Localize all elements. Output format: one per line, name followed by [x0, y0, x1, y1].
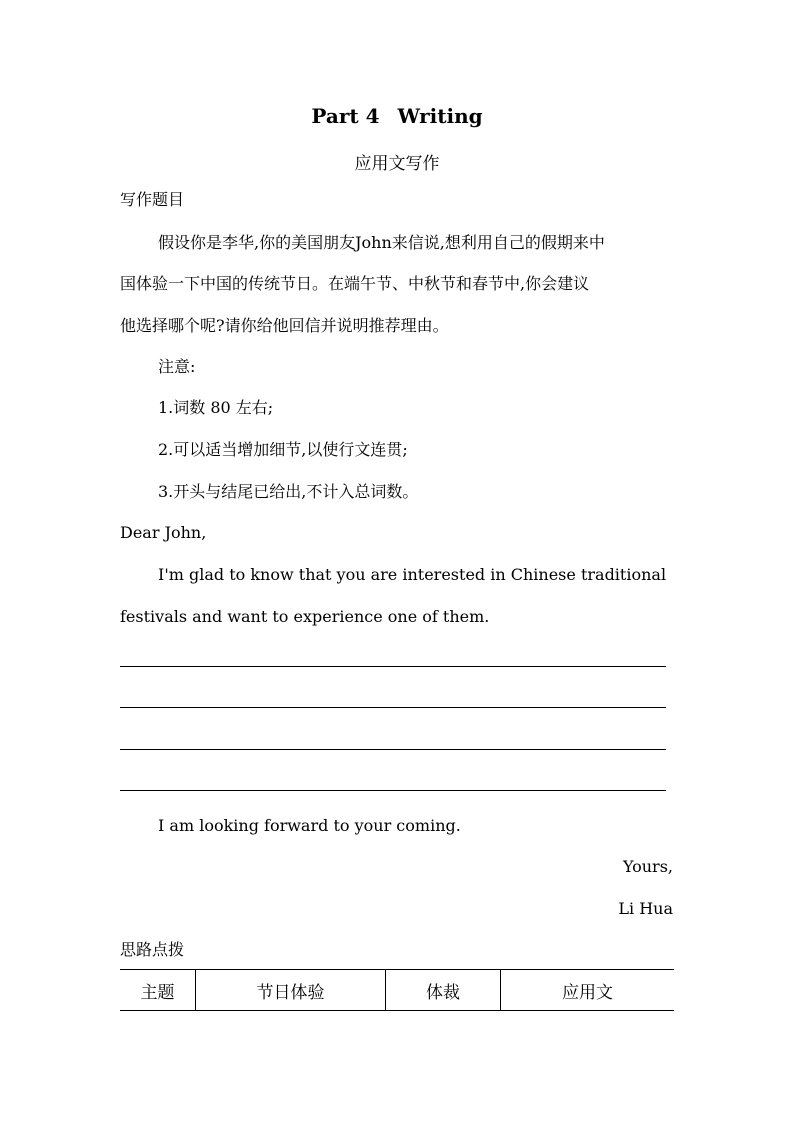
table-cell-theme-label: 主题 [120, 970, 196, 1011]
prompt-heading: 写作题目 [120, 190, 185, 209]
note-item-2: 2.可以适当增加细节,以使行文连贯; [158, 440, 408, 459]
section-name: Writing [397, 104, 483, 128]
prompt-line-3: 他选择哪个呢?请你给他回信并说明推荐理由。 [120, 316, 449, 335]
answer-line[interactable] [120, 749, 666, 750]
section-subtitle: 应用文写作 [354, 154, 440, 174]
letter-salutation: Dear John, [120, 523, 207, 542]
answer-line[interactable] [120, 707, 666, 708]
table-cell-genre-label: 体裁 [386, 970, 501, 1011]
letter-closing: I am looking forward to your coming. [158, 816, 461, 835]
table-cell-theme-value: 节日体验 [196, 970, 386, 1011]
table-cell-genre-value: 应用文 [501, 970, 675, 1011]
prompt-line-2: 国体验一下中国的传统节日。在端午节、中秋节和春节中,你会建议 [120, 274, 590, 293]
answer-line[interactable] [120, 666, 666, 667]
page-title [0, 104, 794, 128]
part-number: Part 4 [311, 104, 380, 128]
note-label: 注意: [158, 357, 196, 376]
letter-opening-line-2: festivals and want to experience one of them. [120, 607, 490, 626]
note-item-3: 3.开头与结尾已给出,不计入总词数。 [158, 482, 419, 501]
letter-opening-line-1: I'm glad to know that you are interested in Chinese traditional [158, 565, 667, 584]
letter-signoff: Yours, [622, 857, 673, 876]
letter-signature: Li Hua [618, 899, 673, 918]
analysis-table [120, 969, 674, 1011]
table-row [120, 970, 674, 1011]
analysis-heading: 思路点拨 [120, 940, 185, 959]
prompt-line-1: 假设你是李华,你的美国朋友John来信说,想利用自己的假期来中 [158, 233, 605, 252]
answer-line[interactable] [120, 790, 666, 791]
note-item-1: 1.词数 80 左右; [158, 398, 274, 417]
